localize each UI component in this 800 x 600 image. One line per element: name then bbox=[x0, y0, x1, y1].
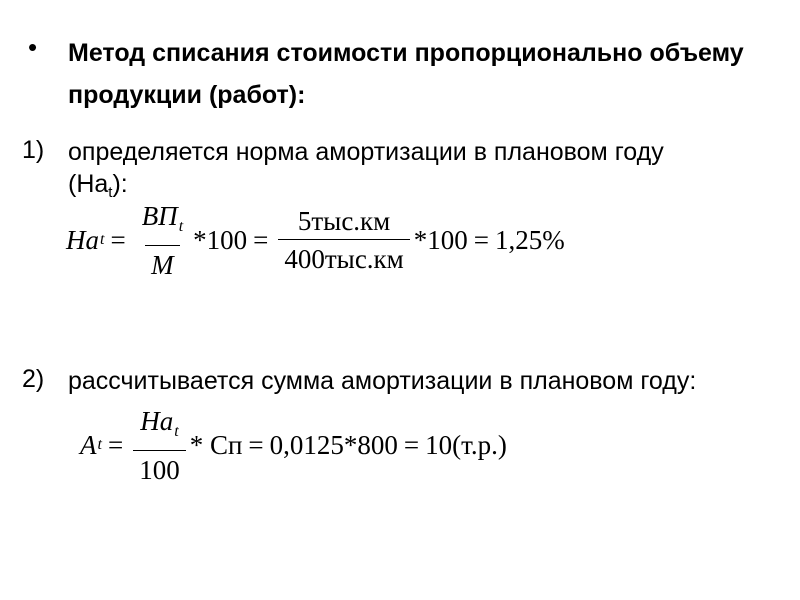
formula-depreciation-rate bbox=[66, 200, 565, 280]
formula1-vp: ВП bbox=[141, 200, 178, 231]
formula1-fraction-2-numerator: 5тыс.км bbox=[297, 206, 391, 236]
formula1-equals-1: = bbox=[110, 224, 126, 255]
formula1-multiply-1: *100 bbox=[193, 224, 248, 255]
formula1-lhs: На bbox=[66, 224, 99, 255]
step-1-description: определяется норма амортизации в плановом году bbox=[68, 138, 664, 166]
formula1-multiply-2: *100 bbox=[413, 224, 468, 255]
formula1-lhs-sub: t bbox=[100, 231, 105, 248]
formula1-equals-3: = bbox=[473, 224, 489, 255]
heading-bullet: • bbox=[28, 32, 38, 62]
formula2-equals-1: = bbox=[107, 429, 124, 460]
formula2-na: На bbox=[140, 405, 174, 436]
step-1-symbol-open: (На bbox=[68, 170, 109, 198]
formula1-fraction-1 bbox=[136, 200, 189, 281]
step-1-text bbox=[68, 136, 778, 209]
formula2-result: 10(т.р.) bbox=[425, 429, 507, 460]
formula1-vp-sub: t bbox=[178, 217, 184, 235]
formula1-fraction-2-denominator: 400тыс.км bbox=[278, 239, 409, 275]
step-1-symbol-close: ): bbox=[112, 170, 128, 198]
slide-heading: Метод списания стоимости пропорционально объему продукции (работ): bbox=[68, 39, 744, 109]
formula2-fraction bbox=[133, 405, 186, 486]
formula1-equals-2: = bbox=[253, 224, 269, 255]
formula2-multiply: * Сп bbox=[189, 429, 243, 460]
formula1-fraction-1-numerator bbox=[136, 200, 189, 245]
formula2-na-sub: t bbox=[174, 422, 179, 440]
step-1-symbol-sub: t bbox=[108, 184, 113, 201]
formula1-fraction-1-denominator: М bbox=[145, 245, 180, 281]
step-2-text: рассчитывается сумма амортизации в плановом году: bbox=[68, 367, 697, 395]
formula2-lhs-sub: t bbox=[97, 436, 102, 453]
step-1-number: 1) bbox=[22, 136, 45, 164]
formula1-result: 1,25% bbox=[495, 224, 565, 255]
formula2-calc: 0,0125*800 bbox=[269, 429, 398, 460]
formula-depreciation-amount bbox=[80, 405, 507, 485]
formula2-equals-3: = bbox=[403, 429, 420, 460]
step-2-number: 2) bbox=[22, 365, 45, 393]
formula2-fraction-numerator bbox=[134, 405, 184, 450]
formula2-lhs: A bbox=[80, 429, 97, 460]
formula1-fraction-2 bbox=[278, 205, 409, 275]
formula2-equals-2: = bbox=[248, 429, 264, 460]
formula2-fraction-denominator: 100 bbox=[133, 450, 186, 486]
